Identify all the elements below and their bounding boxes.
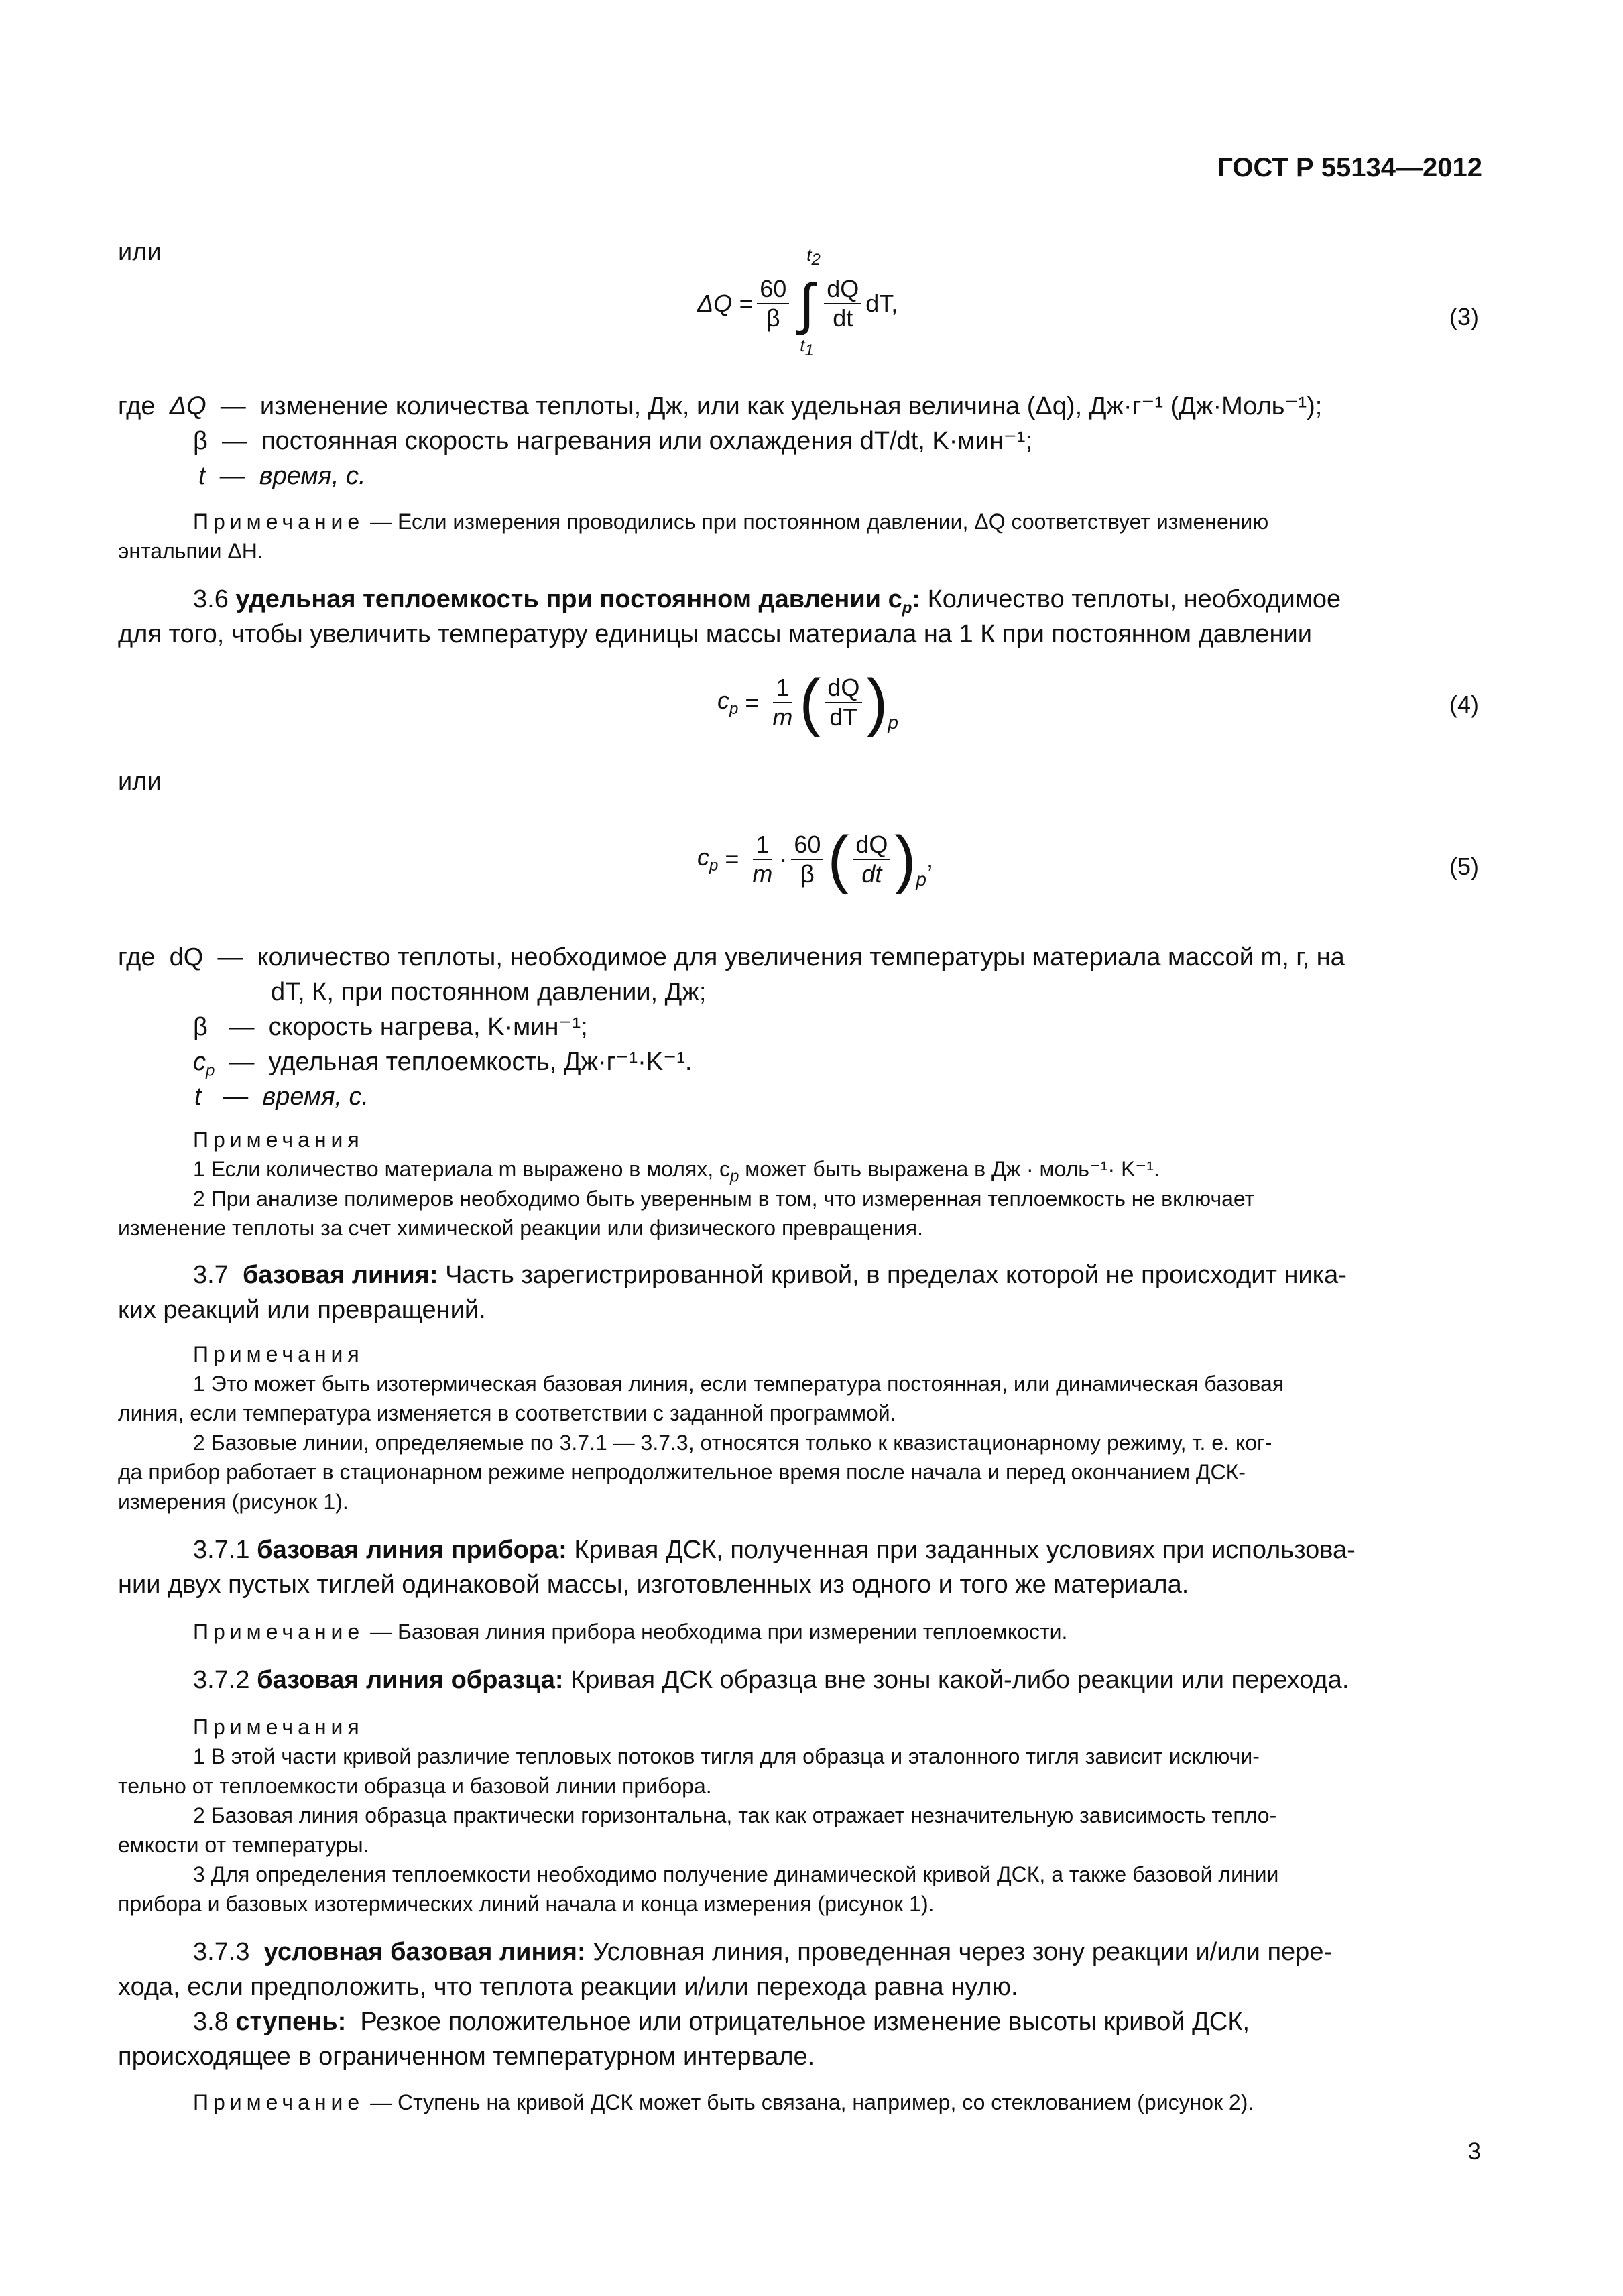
note-continued: энтальпии ΔH. <box>118 539 263 563</box>
eq3-coef <box>757 275 789 333</box>
section-term: ступень: <box>235 2008 347 2036</box>
word-where: где <box>118 943 156 971</box>
section-text: Кривая ДСК, полученная при заданных условиях при использова- <box>574 1536 1356 1564</box>
eq5-equals: = <box>725 845 739 873</box>
section-number: 3.7.1 <box>193 1536 250 1564</box>
section-3-8 <box>193 2004 1250 2039</box>
note-text: — Базовая линия прибора необходима при измерении теплоемкости. <box>370 1620 1068 1644</box>
note-item: 2 Базовые линии, определяемые по 3.7.1 — 3.7.3, относятся только к квазистационарному режиму, т. е. ког- <box>193 1431 1272 1455</box>
def-symbol: β <box>193 1013 208 1041</box>
note-item: 1 В этой части кривой различие тепловых потоков тигля для образца и эталонного тигля зависит исключи- <box>193 1744 1260 1768</box>
eq5-frac <box>853 831 890 888</box>
def-symbol: ΔQ <box>169 392 206 420</box>
word-or: или <box>118 238 162 266</box>
note-text: — Ступень на кривой ДСК может быть связана, например, со стеклованием (рисунок 2). <box>370 2090 1254 2114</box>
note <box>193 2088 1254 2117</box>
eq3-frac-num: dQ <box>824 275 861 304</box>
eq3-upper: $t_2$ <box>806 245 821 269</box>
eq4-num: dQ <box>825 674 862 703</box>
section-number: 3.7.2 <box>193 1666 250 1694</box>
eq3-frac <box>824 275 861 333</box>
def-text: удельная теплоемкость, Дж·г⁻¹·K⁻¹. <box>268 1048 693 1076</box>
eq5-sixty-over-beta <box>791 831 823 888</box>
note-item-continued: да прибор работает в стационарном режиме непродолжительное время после начала и перед окончанием ДСК- <box>118 1460 1246 1484</box>
definition-row: $c_p$ — удельная теплоемкость, Дж·г⁻¹·K⁻¹. <box>193 1048 693 1080</box>
section-term: удельная теплоемкость при постоянном давлении $c_p$: <box>235 585 921 617</box>
section-number: 3.7.3 <box>193 1938 250 1966</box>
note-item-continued: емкости от температуры. <box>118 1833 369 1857</box>
section-term: условная базовая линия: <box>263 1938 586 1966</box>
eq3-lower: $t_1$ <box>800 335 814 359</box>
note-item: 2 При анализе полимеров необходимо быть уверенным в том, что измеренная теплоемкость не включает <box>193 1187 1255 1211</box>
section-number: 3.7 <box>193 1261 229 1289</box>
note-label: Примечание <box>193 2090 365 2114</box>
def-text: постоянная скорость нагревания или охлаждения dT/dt, K·мин⁻¹; <box>261 427 1033 455</box>
note-item-continued: линия, если температура изменяется в соответствии с заданной программой. <box>118 1401 896 1425</box>
note <box>193 1617 1067 1646</box>
page-number: 3 <box>1467 2138 1481 2165</box>
note <box>193 507 1474 536</box>
section-number: 3.6 <box>193 585 229 613</box>
definition-row: где dQ — количество теплоты, необходимое для увеличения температуры материала массой m, г, на <box>118 943 1345 971</box>
eq3-frac-den: dt <box>833 304 853 332</box>
equation-5 <box>697 823 933 895</box>
def-symbol: $c_p$ <box>193 1048 215 1080</box>
eq4-one: 1 <box>773 674 792 703</box>
def-text: время, с. <box>262 1083 369 1111</box>
eq3-number: (3) <box>1449 303 1479 330</box>
def-symbol: t <box>198 462 206 490</box>
definition-row: β — постоянная скорость нагревания или охлаждения dT/dt, K·мин⁻¹; <box>193 427 1033 455</box>
def-text: время, с. <box>259 462 366 490</box>
left-paren-icon: ( <box>827 823 849 895</box>
equation-3 <box>697 245 898 359</box>
notes-label: Примечания <box>193 1128 364 1152</box>
eq5-sixty: 60 <box>791 831 823 860</box>
def-symbol: dQ <box>169 943 204 971</box>
eq4-one-over-m <box>770 674 795 731</box>
note-label: Примечание <box>193 509 365 534</box>
note-item: 2 Базовая линия образца практически горизонтальна, так как отражает незначительную зависимость тепло- <box>193 1803 1277 1827</box>
eq5-beta: β <box>800 860 815 888</box>
def-text: изменение количества теплоты, Дж, или как удельная величина (Δq), Дж·г⁻¹ (Дж·Моль⁻¹); <box>259 392 1323 420</box>
note-item: 1 Это может быть изотермическая базовая линия, если температура постоянная, или динамическая базовая <box>193 1372 1284 1396</box>
section-text: Условная линия, проведенная через зону реакции и/или пере- <box>593 1938 1333 1966</box>
note-item-continued: прибора и базовых изотермических линий начала и конца измерения (рисунок 1). <box>118 1892 935 1916</box>
section-number: 3.8 <box>193 2008 229 2036</box>
section-3-7-3 <box>193 1935 1332 1970</box>
eq4-number: (4) <box>1449 690 1479 718</box>
eq4-m: m <box>772 703 793 731</box>
eq4-den: dT <box>829 703 858 731</box>
standard-header: ГОСТ Р 55134—2012 <box>1217 153 1482 182</box>
note-item: 3 Для определения теплоемкости необходимо получение динамической кривой ДСК, а также базовой линии <box>193 1862 1279 1886</box>
eq5-lhs: $c_p$ <box>697 843 719 875</box>
note-text: — Если измерения проводились при постоянном давлении, ΔQ соответствует изменению <box>370 509 1269 534</box>
word-or: или <box>118 768 162 796</box>
right-paren-icon: ) <box>866 666 888 738</box>
left-paren-icon: ( <box>799 666 821 738</box>
eq4-subscript: p <box>888 712 898 733</box>
eq3-coef-den: β <box>766 304 780 332</box>
definition-row: β — скорость нагрева, K·мин⁻¹; <box>193 1013 588 1041</box>
right-paren-icon: ) <box>894 823 916 895</box>
section-3-7 <box>193 1258 1347 1292</box>
eq5-one: 1 <box>753 831 772 860</box>
def-text: количество теплоты, необходимое для увеличения температуры материала массой m, г, на <box>257 943 1345 971</box>
section-3-7-1-continued: нии двух пустых тиглей одинаковой массы, изготовленных из одного и того же материала. <box>118 1571 1189 1599</box>
section-3-8-continued: происходящее в ограниченном температурном интервале. <box>118 2043 815 2071</box>
section-term: базовая линия: <box>242 1261 438 1289</box>
eq3-coef-num: 60 <box>757 275 789 304</box>
section-term: базовая линия прибора: <box>257 1536 567 1564</box>
section-3-6-continued: для того, чтобы увеличить температуру единицы массы материала на 1 К при постоянном давлении <box>118 620 1312 648</box>
section-3-7-1 <box>193 1532 1356 1567</box>
eq3-tail: dT, <box>865 290 898 317</box>
note-item-continued: измерения (рисунок 1). <box>118 1490 349 1514</box>
section-3-7-2 <box>193 1663 1349 1697</box>
note-item: 1 Если количество материала m выражено в молях, $c_p$ может быть выражена в Дж · моль⁻¹· K⁻¹. <box>193 1157 1160 1186</box>
section-term: базовая линия образца: <box>257 1666 564 1694</box>
definition-row: t — время, с. <box>198 462 366 490</box>
section-3-7-3-continued: хода, если предположить, что теплота реакции и/или перехода равна нулю. <box>118 1973 1018 2001</box>
eq5-den: dt <box>861 860 882 888</box>
eq5-number: (5) <box>1449 853 1479 880</box>
eq4-frac <box>825 674 862 731</box>
eq4-lhs: $c_p$ <box>717 686 739 719</box>
eq4-equals: = <box>745 688 760 716</box>
note-item-continued: тельно от теплоемкости образца и базовой линии прибора. <box>118 1774 712 1798</box>
word-where: где <box>118 392 156 420</box>
definition-row: где ΔQ — изменение количества теплоты, Дж, или как удельная величина (Δq), Дж·г⁻¹ (Дж·Моль⁻¹); <box>118 392 1323 420</box>
eq5-dot: · <box>779 845 788 873</box>
note-item-continued: изменение теплоты за счет химической реакции или физического превращения. <box>118 1216 923 1240</box>
equation-4 <box>717 666 898 738</box>
eq3-lhs: ΔQ = <box>697 290 754 317</box>
eq5-num: dQ <box>853 831 890 860</box>
def-symbol: β <box>193 427 208 455</box>
notes-label: Примечания <box>193 1715 364 1739</box>
definition-continued: dT, К, при постоянном давлении, Дж; <box>271 978 707 1006</box>
section-text: Резкое положительное или отрицательное изменение высоты кривой ДСК, <box>360 2008 1250 2036</box>
section-text: Количество теплоты, необходимое <box>927 585 1341 613</box>
definition-row: t — время, с. <box>194 1083 369 1111</box>
section-text: Часть зарегистрированной кривой, в пределах которой не происходит ника- <box>445 1261 1347 1289</box>
integral-sign-icon: ∫ <box>798 272 815 335</box>
eq3-integral <box>793 245 821 359</box>
eq5-m: m <box>752 860 773 888</box>
def-symbol: t <box>194 1083 202 1111</box>
notes-label: Примечания <box>193 1342 364 1366</box>
section-text: Кривая ДСК образца вне зоны какой-либо реакции или перехода. <box>570 1666 1349 1694</box>
eq5-one-over-m <box>749 831 775 888</box>
eq5-subscript: p <box>916 869 926 890</box>
eq5-comma: , <box>926 845 933 873</box>
def-text: скорость нагрева, K·мин⁻¹; <box>268 1013 588 1041</box>
note-label: Примечание <box>193 1620 365 1644</box>
section-3-7-continued: ких реакций или превращений. <box>118 1296 486 1324</box>
